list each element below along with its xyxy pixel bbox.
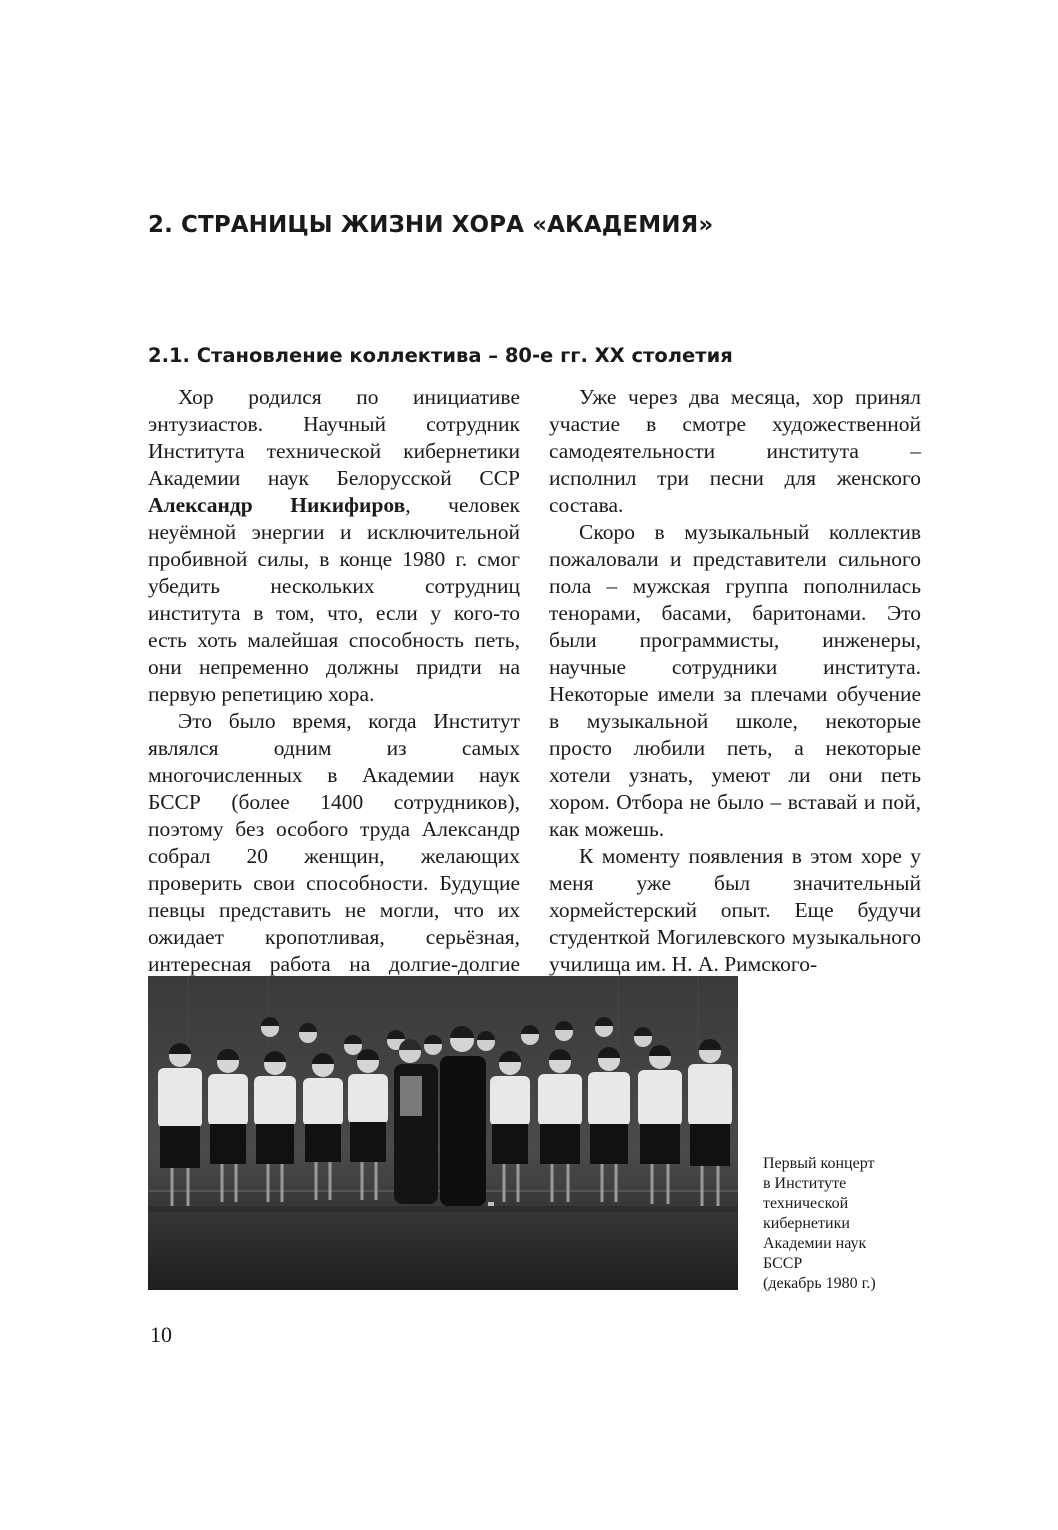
paragraph: Скоро в музыкальный коллектив пожаловали и представители сильного пола – мужская группа пополнилась тенорами, басами, баритонами. Это были программисты, инженеры, научные сотрудники института. Некоторые имели за плечами обучение в музыкальной школе, некоторые просто любили петь, а некоторые хотели узнать, умеют ли они петь хором. Отбора не было – вставай и пой, как можешь. xyxy=(549,520,921,841)
caption-line: кибернетики xyxy=(763,1215,850,1232)
caption-line: в Институте xyxy=(763,1175,847,1192)
caption-line: БССР xyxy=(763,1255,803,1272)
person-name: Александр Никифиров xyxy=(148,493,406,517)
choir-photo-illustration xyxy=(148,976,738,1290)
right-column xyxy=(549,384,921,978)
paragraph-text: , человек неуёмной энергии и исключительной пробивной силы, в конце 1980 г. смог убедить нескольких сотрудниц института в том, что, если у кого-то есть хоть малейшая способность петь, они непременно должны придти на первую репетицию хора. xyxy=(148,493,520,706)
section-title: 2.1. Становление коллектива – 80-е гг. XX столетия xyxy=(148,344,733,367)
caption-line: Академии наук xyxy=(763,1235,867,1252)
caption-line: (декабрь 1980 г.) xyxy=(763,1275,876,1292)
left-column xyxy=(148,384,520,1005)
caption-line: Первый концерт xyxy=(763,1155,875,1172)
paragraph: Уже через два месяца, хор принял участие в смотре художественной самодеятельности института – исполнил три песни для женского состава. xyxy=(549,385,921,517)
paragraph-text: Хор родился по инициативе энтузиастов. Научный сотрудник Института технической кибернетики Академии наук Белорусской ССР xyxy=(148,385,520,490)
page-number: 10 xyxy=(150,1322,172,1347)
paragraph: К моменту появления в этом хоре у меня уже был значительный хормейстерский опыт. Еще будучи студенткой Могилевского музыкального училища им. Н. А. Римского- xyxy=(549,844,921,976)
caption-line: технической xyxy=(763,1195,849,1212)
chapter-title: 2. СТРАНИЦЫ ЖИЗНИ ХОРА «АКАДЕМИЯ» xyxy=(148,212,714,238)
paragraph: Это было время, когда Институт являлся одним из самых многочисленных в Академии наук БССР (более 1400 сотрудников), поэтому без особого труда Александр собрал 20 женщин, желающих проверить свои способности. Будущие певцы представить не могли, что их ожидает кропотливая, серьёзная, интересная работа на долгие-долгие xyxy=(148,709,520,976)
paragraph xyxy=(148,384,520,708)
choir-photo xyxy=(148,976,738,1290)
photo-caption xyxy=(763,1154,938,1294)
